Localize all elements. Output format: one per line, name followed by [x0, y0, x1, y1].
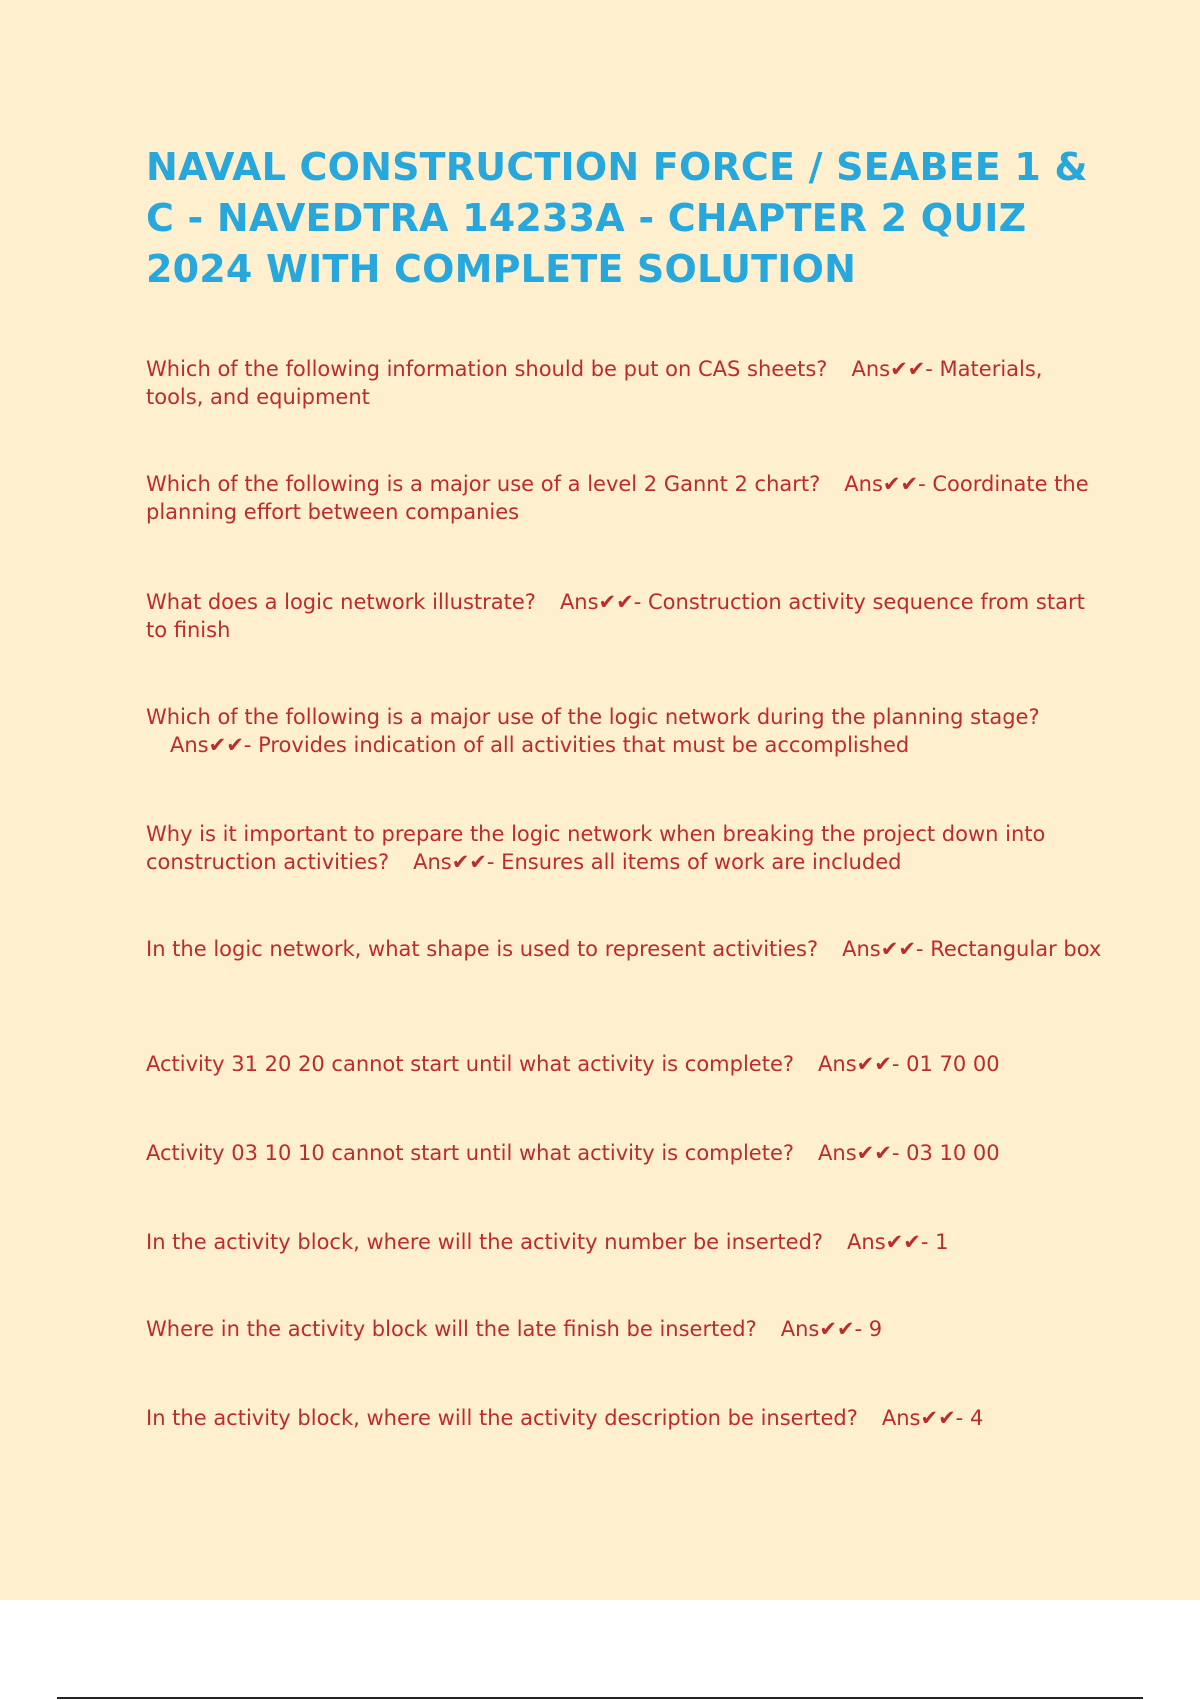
- document-title: NAVAL CONSTRUCTION FORCE / SEABEE 1 & C - NAVEDTRA 14233A - CHAPTER 2 QUIZ 2024 WITH COMPLETE SOLUTION: [146, 145, 1088, 291]
- qa-item: [146, 1139, 1106, 1167]
- qa-item: [146, 1228, 1106, 1256]
- question-text: Where in the activity block will the late finish be inserted?: [146, 1317, 757, 1341]
- answer-prefix: Ans✔✔-: [851, 357, 933, 381]
- answer-text: Provides indication of all activities that must be accomplished: [258, 733, 910, 757]
- question-text: Why is it important to prepare the logic network when breaking the project down into construction activities?: [146, 822, 1046, 874]
- qa-item: [146, 1315, 1106, 1343]
- qa-item: [146, 355, 1106, 411]
- qa-item: [146, 935, 1106, 963]
- answer-prefix: Ans✔✔-: [780, 1317, 863, 1341]
- answer-prefix: Ans✔✔-: [413, 850, 495, 874]
- answer-text: Ensures all items of work are included: [501, 850, 902, 874]
- answer-prefix: Ans✔✔-: [847, 1230, 929, 1254]
- question-text: Which of the following is a major use of a level 2 Gannt 2 chart?: [146, 472, 821, 496]
- question-text: Which of the following information should be put on CAS sheets?: [146, 357, 828, 381]
- answer-text: 4: [969, 1406, 984, 1430]
- answer-text: Materials, tools, and equipment: [146, 357, 1043, 409]
- answer-text: Construction activity sequence from start to finish: [146, 590, 1085, 642]
- answer-text: 9: [868, 1317, 883, 1341]
- qa-item: [146, 470, 1106, 526]
- answer-prefix: Ans✔✔-: [818, 1052, 900, 1076]
- answer-text: 1: [935, 1230, 949, 1254]
- qa-item: [146, 588, 1106, 644]
- question-text: In the logic network, what shape is used to represent activities?: [146, 937, 819, 961]
- answer-text: 01 70 00: [906, 1052, 1000, 1076]
- answer-text: Rectangular box: [930, 937, 1102, 961]
- answer-prefix: Ans✔✔-: [818, 1141, 900, 1165]
- question-text: Which of the following is a major use of the logic network during the planning stage?: [146, 705, 1040, 729]
- qa-item: [146, 703, 1106, 759]
- question-text: In the activity block, where will the activity number be inserted?: [146, 1230, 824, 1254]
- question-text: In the activity block, where will the activity description be inserted?: [146, 1406, 858, 1430]
- qa-item: [146, 1050, 1106, 1078]
- answer-prefix: Ans✔✔-: [881, 1406, 964, 1430]
- question-text: Activity 03 10 10 cannot start until what activity is complete?: [146, 1141, 795, 1165]
- qa-item: [146, 820, 1106, 876]
- answer-prefix: Ans✔✔-: [559, 590, 642, 614]
- answer-text: Coordinate the planning effort between companies: [146, 472, 1089, 524]
- answer-prefix: Ans✔✔-: [844, 472, 926, 496]
- qa-item: [146, 1404, 1106, 1432]
- answer-text: 03 10 00: [906, 1141, 1000, 1165]
- page-divider: [57, 1697, 1143, 1699]
- answer-prefix: Ans✔✔-: [170, 733, 252, 757]
- question-text: Activity 31 20 20 cannot start until what activity is complete?: [146, 1052, 795, 1076]
- question-text: What does a logic network illustrate?: [146, 590, 536, 614]
- answer-prefix: Ans✔✔-: [842, 937, 924, 961]
